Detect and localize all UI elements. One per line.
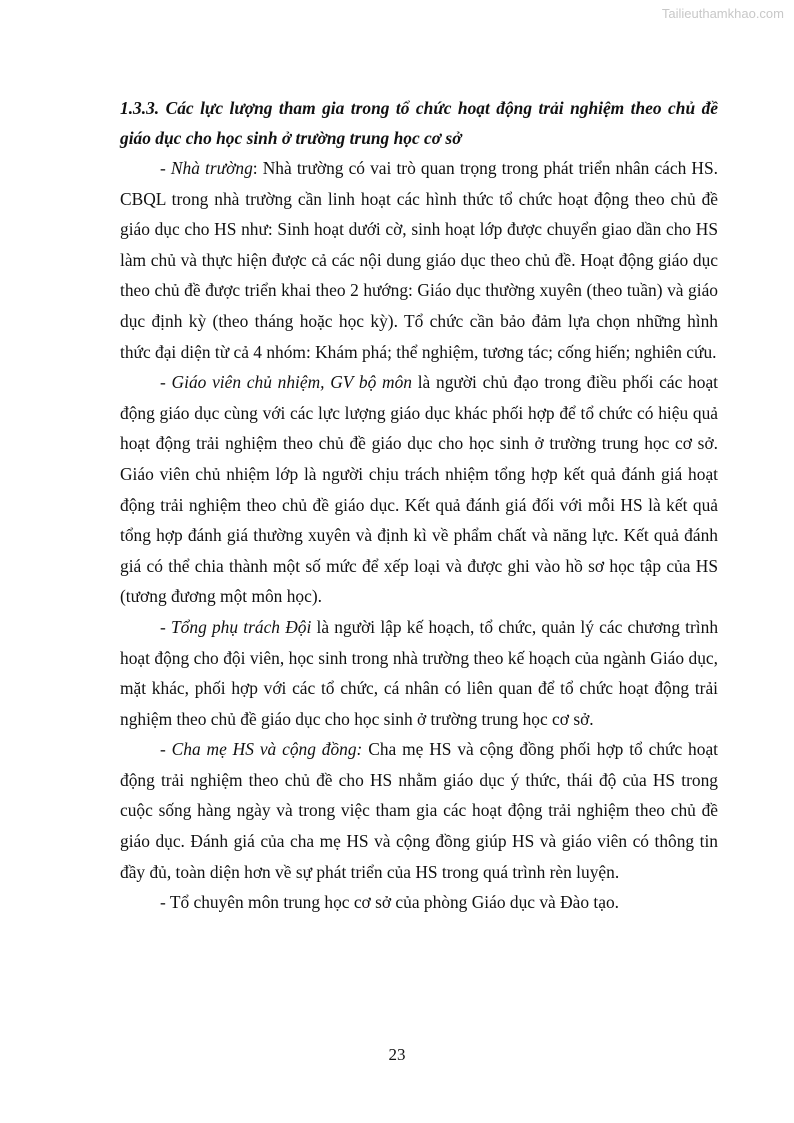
paragraph-text: Cha mẹ HS và cộng đồng phối hợp tổ chức hoạt động trải nghiệm theo chủ đề cho HS nhằm giáo dục ý thức, thái độ của HS trong cuộc sống hàng ngày và trong việc tham gia các hoạt động trải nghiệm theo chủ đề giáo dục. Đánh giá của cha mẹ HS và cộng đồng giúp HS và giáo viên có thông tin đầy đủ, toàn diện hơn về sự phát triển của HS trong quá trình rèn luyện. bbox=[120, 739, 718, 882]
paragraph-nha-truong bbox=[120, 153, 718, 367]
paragraph-lead: Giáo viên chủ nhiệm, GV bộ môn bbox=[171, 372, 412, 393]
paragraph-cha-me bbox=[120, 734, 718, 887]
dash: - bbox=[160, 616, 172, 637]
paragraph-giao-vien bbox=[120, 367, 718, 612]
paragraph-text: là người chủ đạo trong điều phối các hoạt động giáo dục cùng với các lực lượng giáo dục khác phối hợp để tổ chức có hiệu quả hoạt động trải nghiệm theo chủ đề giáo dục cho học sinh ở trường trung học cơ sở. Giáo viên chủ nhiệm lớp là người chịu trách nhiệm tổng hợp kết quả đánh giá hoạt động trải nghiệm theo chủ đề giáo dục. Kết quả đánh giá đối với mỗi HS là kết quả tổng hợp đánh giá thường xuyên và định kì về phẩm chất và năng lực. Kết quả đánh giá có thể chia thành một số mức để xếp loại và được ghi vào hồ sơ học tập của HS (tương đương một môn học). bbox=[120, 372, 718, 607]
paragraph-tong-phu-trach bbox=[120, 612, 718, 734]
paragraph-lead: Tổng phụ trách Đội bbox=[171, 616, 312, 637]
dash: - bbox=[160, 892, 170, 913]
paragraph-text: : Nhà trường có vai trò quan trọng trong phát triển nhân cách HS. CBQL trong nhà trường cần linh hoạt các hình thức tổ chức hoạt động theo chủ đề giáo dục cho HS như: Sinh hoạt dưới cờ, sinh hoạt lớp được chuyển giao dần cho HS làm chủ và thực hiện được cả các nội dung giáo dục theo chủ đề. Hoạt động giáo dục theo chủ đề được triển khai theo 2 hướng: Giáo dục thường xuyên (theo tuần) và giáo dục định kỳ (theo tháng hoặc học kỳ). Tổ chức cần bảo đảm lựa chọn những hình thức đại diện từ cả 4 nhóm: Khám phá; thể nghiệm, tương tác; cống hiến; nghiên cứu. bbox=[120, 158, 718, 362]
paragraph-lead: Nhà trường bbox=[170, 158, 253, 178]
paragraph-text: là người lập kế hoạch, tổ chức, quản lý các chương trình hoạt động cho đội viên, học sinh trong nhà trường theo kế hoạch của ngành Giáo dục, mặt khác, phối hợp với các tổ chức, cá nhân có liên quan để tổ chức hoạt động trải nghiệm theo chủ đề giáo dục cho học sinh ở trường trung học cơ sở. bbox=[120, 616, 719, 729]
document-body bbox=[120, 93, 718, 918]
paragraph-lead: Cha mẹ HS và cộng đồng: bbox=[171, 739, 363, 760]
dash: - bbox=[160, 158, 171, 178]
page-number: 23 bbox=[388, 1045, 406, 1064]
dash: - bbox=[160, 739, 172, 760]
watermark: Tailieuthamkhao.com bbox=[661, 6, 784, 21]
paragraph-to-chuyen-mon bbox=[120, 887, 718, 918]
dash: - bbox=[160, 372, 172, 393]
section-heading: 1.3.3. Các lực lượng tham gia trong tổ chức hoạt động trải nghiệm theo chủ đề giáo dục cho học sinh ở trường trung học cơ sở bbox=[120, 98, 718, 148]
paragraph-text: Tổ chuyên môn trung học cơ sở của phòng Giáo dục và Đào tạo. bbox=[169, 892, 620, 913]
